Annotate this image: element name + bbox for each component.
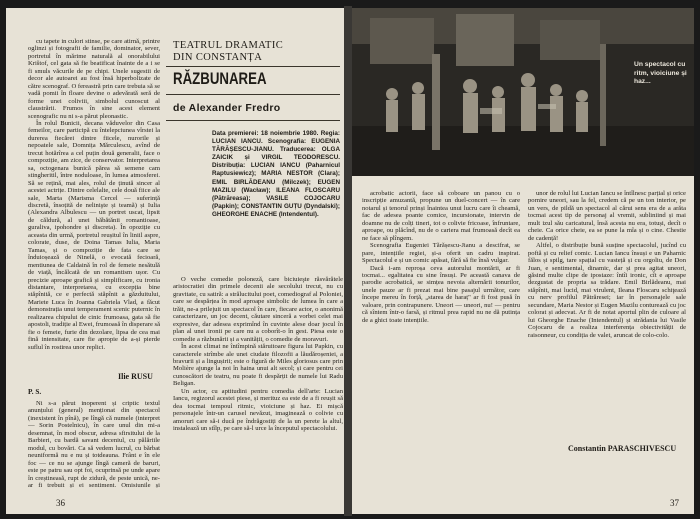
left-col2-paragraph: În acest climat ne întîmpină stăruitoare figura lui Papkin, cu caracterele strîmbe ale unei ciudate filozofii a lăudăroșeniei, a bravurii și a lingușirii; este o figură de Miles gloriosus care prin Molière ajunge la noi în haina unui alt secol; și care pentru cei cunoscători de teatru, nu poate fi despărțit de numele lui Radu Beligan.: [173, 343, 343, 388]
book-gutter: [344, 6, 352, 516]
title-rule-bottom: [166, 120, 340, 121]
left-col2-paragraph: Un actor, cu aptitudini pentru comedia dell'arte: Lucian Iancu, regizorul acestei piese, și merituz ea este de a fi reușit să dea tocmai tempoul ritmic, vioiciune și haz. Ei mișcă personajele într-un carusel nevăzut, imaginează o colivie cu amoruri care să-i ducă pe îndrăgostiți de la un perete la altul, instalează un stîlp, pe care să-l urce la începutul spectacolului.: [173, 387, 343, 433]
right-col1-paragraph: Dacă i-am reproșa ceva autorului montării, ar fi tocmai... egalitatea cu sine însuși. Pe această canava de parodie acrobatică, se simțea nevoia alternării tonurilor, unele pauze ar fi prezat mai bine pasajul următor, care începe mereu în forță, „starea de haraț" ar fi fost pusă în valoare, prin contrapunere. Uneori — uneori, nu! — pentru că sîntem într-o farsă, și ritmul prea rapid nu ne dă putința de a ghici toate intențiile.: [362, 264, 520, 324]
ps-text: Ni s-a părut inoperent și criptic textul anunțului (general) menționat din spectacol (inexistent în pînă), pe lîngă că numele (interpret — Sorin Postelnicu), în care unul din mi-a desemnat, în mod obscur, adresa sfirsitului de la Barbieri, cu bardă savant deceniul, cu pălăriile modul, cu bovări. Ca să vedem lucrul, cu bărbat neuniformă nu e nu și totdeauna. Frânt e în ele foc — ce nu se ajunge lîngă cameră de baruri, este pe patru sau opt foi, ocuprinsă pe unde apare în creștineasă, rupt de zidură, de peste unică, ne-ar fi trebuit și ei sentiment. Omisiunile și: [28, 400, 160, 488]
right-page-column-2: [528, 190, 686, 436]
rubric-line-1: TEATRUL DRAMATIC: [173, 40, 284, 51]
left-column-signature: Ilie RUSU: [118, 372, 153, 381]
right-col1-paragraph: acrobatic actorii, face să coboare un panou cu o inscripție amuzantă, propune un duel-concert — în care notarul și tenorul prinși înaintea unui lucru care îi cheamă, fac de adesea poante comice, incursionate, intervin de doamne nu de colți tineri, tot o colivie fricoase, înfruntare, aproape, ou plăcînd, nu de o cariera mai frumoasă decît ea ne face să plîngem.: [362, 190, 520, 242]
right-column-signature: Constantin PARASCHIVESCU: [568, 444, 677, 453]
left-page: [6, 8, 344, 514]
title-rule-middle: [166, 94, 340, 95]
stage-photo: [352, 8, 694, 176]
ps-paragraph: [28, 400, 160, 488]
article-author: de Alexander Fredro: [173, 102, 281, 114]
right-col1-paragraph: Scenografia Eugeniei Tărășescu-Jianu a descifrat, se pare, intențiile regiei, și-a oferit un cadru inspirat. Spectacolul e și un comic apăsat, fără să fie însă vulgar.: [362, 242, 520, 265]
rubric-line-2: DIN CONSTANȚA: [173, 52, 263, 63]
article-title: RĂZBUNAREA: [173, 69, 267, 88]
left-col2-paragraph: O veche comedie poloneză, care biciuieşte răsvărătele aristocratiei din primele decenii ale secolului trecut, nu cu gravitate, cu satiră: a strălucitului poet, comediograf al Poloniei, care se despărțea în mod aproape simbolic de lumea în care a trăit, ne-a prilejuit un spectacol în care, fiecare actor, o anonimă caracterizare, un joc decent, căutare sinceră a vorbei celei mai expresive, dar adesea exprimînd în cuvinte alese doar jocul în plan al unei ironii pe care nu a coborît-o în gest. Piesa este o comedie a răzbunării și a vanității, o comedie de moravuri.: [173, 276, 343, 343]
right-page: [352, 8, 694, 514]
ps-label: P. S.: [28, 388, 42, 396]
title-rule-top: [166, 66, 340, 67]
section-rubric: [173, 40, 283, 64]
photo-caption: Un spectacol cu ritm, vioiciune și haz...: [634, 61, 687, 85]
right-page-column-1: [362, 190, 520, 488]
left-page-column-1: [28, 38, 160, 368]
left-page-column-2: [173, 276, 343, 486]
right-col2-paragraph: unor de rolul lui Lucian Iancu se întîlnesc parțial și orice pornire uneori, sau la fel, credem că pe un ton interior, pe un vers, de pildă un spectacol al cărui sens era de a arăta tocmai acest tip de personaj al vremii, subliniind și mai mult izul său caricatural, însă acesta nu era, totuși, decît o cheie. Ca orice cheie, ea se pune la mîa și o cine. Chestie de cadență!: [528, 190, 686, 242]
left-col1-paragraph: În rolul Bunicii, decana văduvelor din Casa femeilor, care participă cu întelepciunea vîrstei la durerea fiecărei dintre fiicele, nurorile și nepoatele sale, Domnița Mărculescu, avînd de trecut hotărîrea a cel puțin două generalii, face o compoziție, am zice, de conservator. Interpretarea sa, octogenara bunică părea să semene cam stingheritil, între noduloase, în lumea atmosferei. Să se rețină, mai ales, rolul de ținută sincer al acestei actrițe. Dintre celelalte, cele două fiice ale sale, Marta (Marisma Cercel — suferință discretă, însoțită de nelinişte și teamă) și Iulia (Alexandra Albulescu — un portret uscat, lipsit de căldură, al unei băbătănii romantioase, guraliva, ipohondre și discreta). În opoziție cu aceasta din urmă, portretul reușitul în liniil aspre, colorate, duse, de Doina Tamas Iulia, Maria Tamas, și o compoziție de fata care se înduioșează de Ninelă, o evocată fecioară, mentiunea de Caldaină în rol de femeie nesătulă de viață, încălcată de un romantism ușor. Cu precizie aproape grafică și simplificare, cu ironia distantare, interpretarea, cu excepția bine stăpînită, ce e perfectă stăpînit a găzduitului, Mariete Luca în Joanna Gabriela Vlad, a făcut demonstrația unui temperament scenic puternic în realizarea chipului de cinic frumoasa, gata să fie apostoli, tradiție al Ewei, frumoasă în disperare să fie o femeie, furie din dezolare, lipsa de cea mai fină intensitate, care fie apropie de a-și pierde suflul în rostirea unor replici.: [28, 119, 160, 351]
right-col2-paragraph: Altfel, o distribuție bună susține spectacolul, jucînd cu poftă și cu relief comic. Lucian Iancu însuși e un Paharnic fălos și spilg, tare spațial cu vasteță și cu orgoliu, de Don Juan, e sentimental, dinamic, dar și prea agitat uneori, găsind multe clipe de ipostaze: întîi ironic, cît e aproape dezgustat de propria sa trădare. Emil Birlădeanu, mai stăpînit, mai lucid, mai virulent, Ileana Floscaru schiţează cu nerv profilul Pătrăresei; iar în personajele sale secundare, Maria Nestor și Eugen Mazilu conturează cu joc colorat și adecvat. Ar fi de notat aportul plin de culoare al lui Gheorghe Enache (Intendentul) și strădania lui Vasile Cojocaru de a realiza interferența obiectivității de raisonneur, cu condiția de valet, aruncat de colo-colo.: [528, 242, 686, 339]
stage-photo-image: [352, 8, 694, 176]
page-number-left: 36: [56, 498, 65, 508]
page-number-right: 37: [670, 498, 679, 508]
production-credits: Data premierei: 18 noiembrie 1980. Regia: LUCIAN IANCU. Scenografia: EUGENIA TĂRĂȘESCU-JIANU. Traducerea: OLGA ZAICIK și VIRGIL TEODORESCU. Distribuția: LUCIAN IANCU (Paharnicul Raptusiewicz); MARIA NESTOR (Clara); EMIL BIRLĂDEANU (Milczek); EUGEN MAZILU (Wacław); ILEANA FLOSCARU (Pătrăreasa); VASILE COJOCARU (Papkin); CONSTANTIN GUȚU (Dyndalski); GHEORGHE ENACHE (Intendentul).: [212, 130, 340, 218]
left-col1-paragraph: cu tapete in culori stinse, pe care atirnă, printre oglinzi și fotografii de familie, dominator, sever, portretul în mărime naturală al onorabilului Krištof, cel gata să fie beatificat înainte de a i se fi smuls văcurile de pe chipi. Unele sugestii de decor ale autoarei au fost însă hiperbolizate de către scenograf. O fereastră prin care trebuia să se vadă pomii în floare devine o adevărată seră de forme unei coliviii, simbolul cunoscut al claustrării. Frumos în sine acest element scenografic nu ni s-a părut pleonastic.: [28, 38, 160, 120]
